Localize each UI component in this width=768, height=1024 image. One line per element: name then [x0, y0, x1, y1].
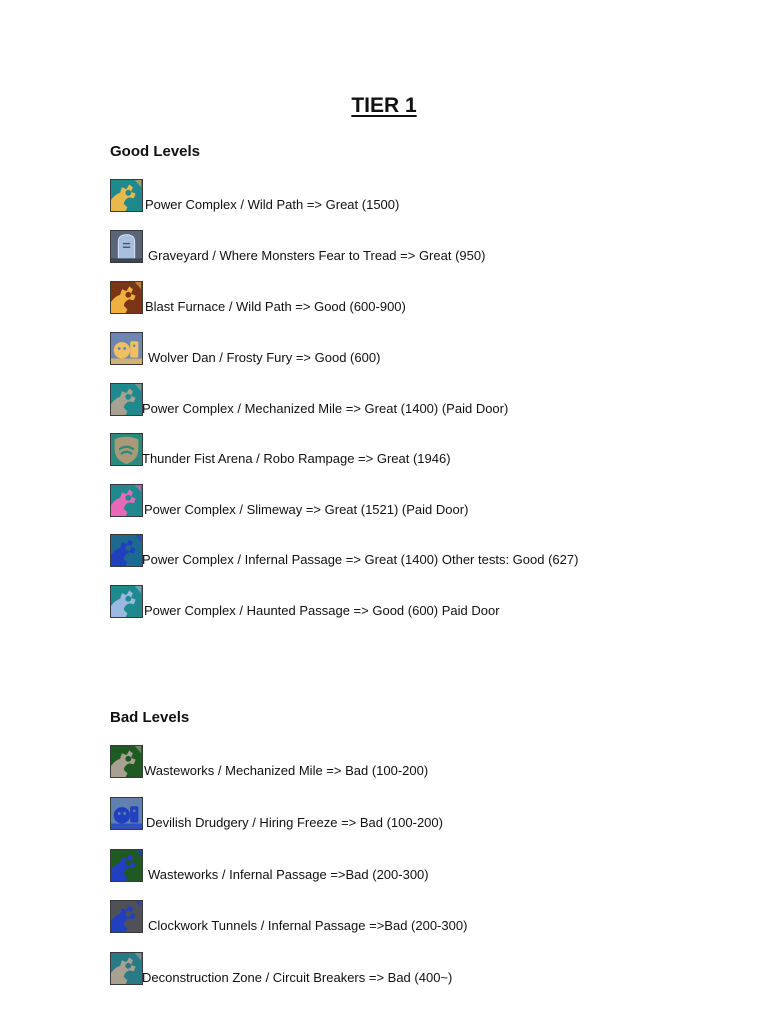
- level-label: Thunder Fist Arena / Robo Rampage => Great (1946): [142, 451, 451, 466]
- level-label: Power Complex / Mechanized Mile => Great (1400) (Paid Door): [142, 401, 509, 416]
- level-label: Power Complex / Haunted Passage => Good (600) Paid Door: [144, 603, 500, 618]
- list-item: [110, 900, 730, 934]
- gear-icon: [110, 900, 143, 933]
- gear-icon: [110, 745, 143, 778]
- level-label: Blast Furnace / Wild Path => Good (600-900): [145, 299, 406, 314]
- shield-icon: [110, 433, 143, 466]
- gear-icon: [110, 281, 143, 314]
- gear-icon: [110, 585, 143, 618]
- level-label: Power Complex / Wild Path => Great (1500): [145, 197, 400, 212]
- gear-icon: [110, 383, 143, 416]
- level-label: Deconstruction Zone / Circuit Breakers => Bad (400~): [142, 970, 453, 985]
- list-item: [110, 281, 730, 315]
- list-item: [110, 952, 730, 986]
- bad-levels-heading: Bad Levels: [110, 709, 190, 726]
- list-item: [110, 383, 730, 417]
- gear-icon: [110, 849, 143, 882]
- tombstone-icon: [110, 230, 143, 263]
- list-item: [110, 433, 730, 467]
- page-title: TIER 1: [351, 94, 417, 117]
- level-label: Power Complex / Slimeway => Great (1521) (Paid Door): [144, 502, 469, 517]
- level-label: Clockwork Tunnels / Infernal Passage =>Bad (200-300): [148, 918, 468, 933]
- gear-icon: [110, 179, 143, 212]
- level-label: Devilish Drudgery / Hiring Freeze => Bad (100-200): [146, 815, 443, 830]
- level-label: Wasteworks / Mechanized Mile => Bad (100-200): [144, 763, 429, 778]
- list-item: [110, 484, 730, 518]
- list-item: [110, 534, 730, 568]
- list-item: [110, 585, 730, 619]
- list-item: [110, 332, 730, 366]
- level-label: Wolver Dan / Frosty Fury => Good (600): [148, 350, 381, 365]
- list-item: [110, 849, 730, 883]
- good-levels-heading: Good Levels: [110, 143, 201, 160]
- level-label: Graveyard / Where Monsters Fear to Tread => Great (950): [148, 248, 486, 263]
- list-item: [110, 230, 730, 264]
- list-item: [110, 179, 730, 213]
- monsters-icon: [110, 797, 143, 830]
- gear-icon: [110, 534, 143, 567]
- list-item: [110, 745, 730, 779]
- monsters-icon: [110, 332, 143, 365]
- list-item: [110, 797, 730, 831]
- level-label: Wasteworks / Infernal Passage =>Bad (200-300): [148, 867, 429, 882]
- level-label: Power Complex / Infernal Passage => Great (1400) Other tests: Good (627): [142, 552, 579, 567]
- gear-icon: [110, 952, 143, 985]
- gear-icon: [110, 484, 143, 517]
